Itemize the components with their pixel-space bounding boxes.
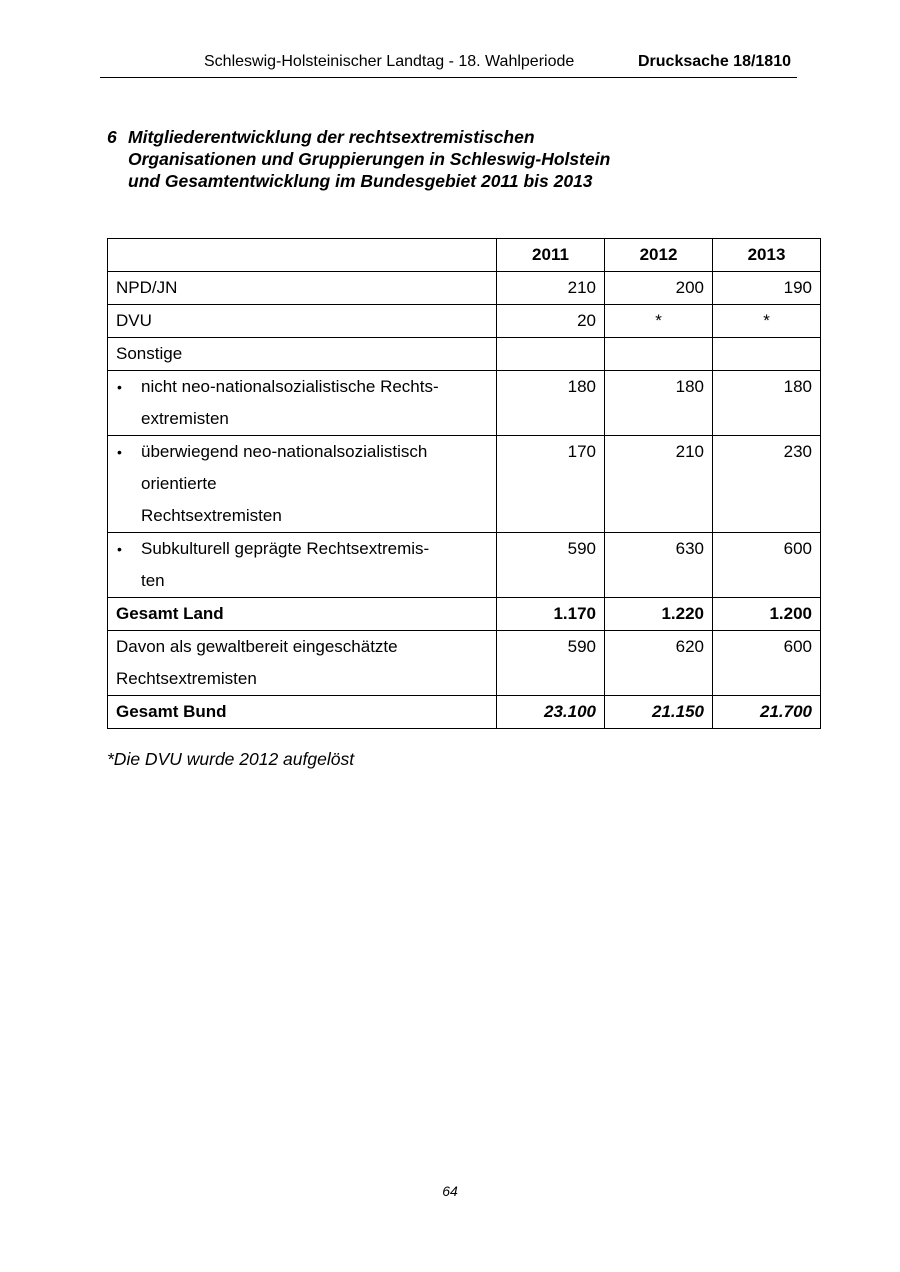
table-row-subkulturell xyxy=(108,533,821,598)
cell-2011: 590 xyxy=(497,533,605,598)
bullet-icon: • xyxy=(117,379,122,395)
cell-2013: 600 xyxy=(713,533,821,598)
row-label-line: nicht neo-nationalsozialistische Rechts- xyxy=(141,377,439,396)
cell-2013: 230 xyxy=(713,436,821,533)
header-title: Schleswig-Holsteinischer Landtag - 18. Wahlperiode xyxy=(204,53,575,70)
row-label-line: Rechtsextremisten xyxy=(116,669,257,688)
cell-2012: 630 xyxy=(605,533,713,598)
table-footnote: *Die DVU wurde 2012 aufgelöst xyxy=(107,749,355,769)
cell-2012: 180 xyxy=(605,371,713,436)
membership-table xyxy=(107,238,821,729)
table-row-sonstige xyxy=(108,338,821,371)
cell-2013: 190 xyxy=(713,272,821,305)
cell-2012: * xyxy=(605,305,713,338)
cell-2011: 20 xyxy=(497,305,605,338)
cell-2013: 1.200 xyxy=(713,598,821,631)
table-row-dvu xyxy=(108,305,821,338)
row-label xyxy=(108,371,497,436)
row-label: NPD/JN xyxy=(108,272,497,305)
column-header-label xyxy=(108,239,497,272)
table-header-row xyxy=(108,239,821,272)
row-label-line: orientierte xyxy=(141,474,217,493)
cell-2011: 170 xyxy=(497,436,605,533)
cell-2011: 590 xyxy=(497,631,605,696)
bullet-icon: • xyxy=(117,444,122,460)
row-label-line: Rechtsextremisten xyxy=(141,506,282,525)
cell-2012 xyxy=(605,338,713,371)
row-label-line: Davon als gewaltbereit eingeschätzte xyxy=(116,637,398,656)
row-label-line: Subkulturell geprägte Rechtsextremis- xyxy=(141,539,430,558)
table-row-gewaltbereit xyxy=(108,631,821,696)
row-label: DVU xyxy=(108,305,497,338)
table-row-neo-ns xyxy=(108,436,821,533)
cell-2013: 600 xyxy=(713,631,821,696)
cell-2013: 21.700 xyxy=(713,696,821,729)
cell-2012: 210 xyxy=(605,436,713,533)
row-label: Sonstige xyxy=(108,338,497,371)
column-header-2011: 2011 xyxy=(497,239,605,272)
section-title-line: Organisationen und Gruppierungen in Schleswig-Holstein xyxy=(128,149,611,169)
table-row-npd-jn xyxy=(108,272,821,305)
cell-2013: 180 xyxy=(713,371,821,436)
table-row-nicht-neo-ns xyxy=(108,371,821,436)
cell-2011 xyxy=(497,338,605,371)
row-label: Gesamt Bund xyxy=(108,696,497,729)
page-number: 64 xyxy=(442,1183,458,1199)
cell-2013: * xyxy=(713,305,821,338)
cell-2012: 620 xyxy=(605,631,713,696)
bullet-icon: • xyxy=(117,541,122,557)
row-label xyxy=(108,436,497,533)
section-title-line: Mitgliederentwicklung der rechtsextremistischen xyxy=(128,127,535,147)
row-label xyxy=(108,631,497,696)
cell-2011: 210 xyxy=(497,272,605,305)
cell-2012: 200 xyxy=(605,272,713,305)
cell-2012: 1.220 xyxy=(605,598,713,631)
cell-2011: 1.170 xyxy=(497,598,605,631)
row-label-line: überwiegend neo-nationalsozialistisch xyxy=(141,442,428,461)
row-label-line: ten xyxy=(141,571,165,590)
column-header-2013: 2013 xyxy=(713,239,821,272)
cell-2012: 21.150 xyxy=(605,696,713,729)
table-row-gesamt-bund xyxy=(108,696,821,729)
row-label: Gesamt Land xyxy=(108,598,497,631)
column-header-2012: 2012 xyxy=(605,239,713,272)
cell-2013 xyxy=(713,338,821,371)
cell-2011: 23.100 xyxy=(497,696,605,729)
row-label xyxy=(108,533,497,598)
section-title-line: und Gesamtentwicklung im Bundesgebiet 2011 bis 2013 xyxy=(128,171,593,191)
page-header xyxy=(100,52,797,78)
section-number: 6 xyxy=(107,127,117,147)
table-row-gesamt-land xyxy=(108,598,821,631)
row-label-line: extremisten xyxy=(141,409,229,428)
header-document-number: Drucksache 18/1810 xyxy=(638,53,791,70)
cell-2011: 180 xyxy=(497,371,605,436)
